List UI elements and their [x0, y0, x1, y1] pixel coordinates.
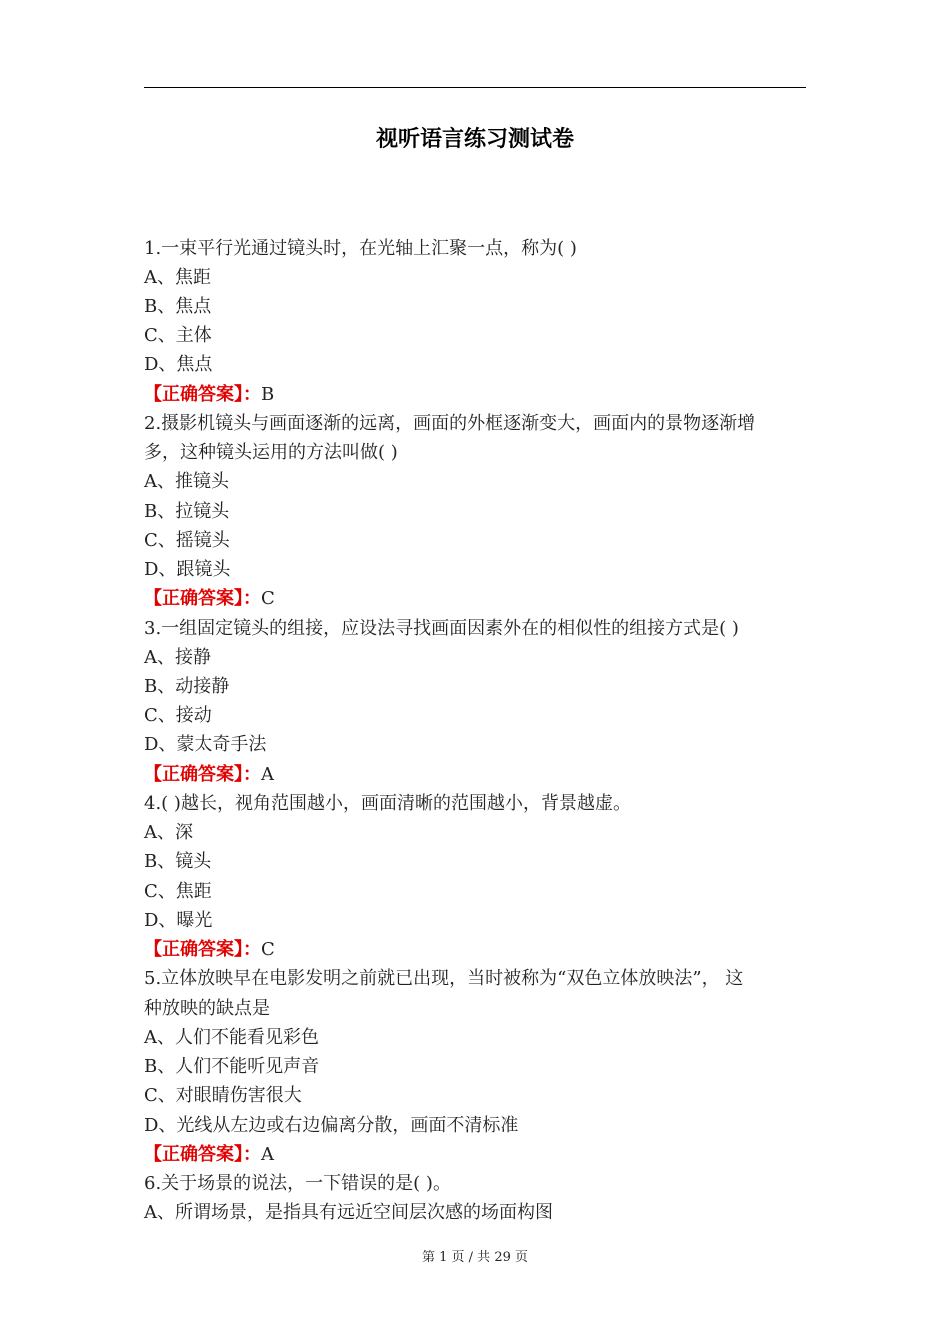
- option: A、人们不能看见彩色: [144, 1026, 319, 1048]
- option: A、所谓场景，是指具有远近空间层次感的场面构图: [144, 1202, 553, 1224]
- option: C、接动: [144, 705, 212, 727]
- answer-value: A: [261, 1143, 274, 1165]
- option: B、镜头: [144, 851, 212, 873]
- option: B、拉镜头: [144, 500, 230, 522]
- option: B、人们不能听见声音: [144, 1056, 320, 1078]
- question-item: [144, 234, 814, 409]
- option: C、焦距: [144, 880, 212, 902]
- page-title: 视听语言练习测试卷: [375, 127, 574, 152]
- question-item: [144, 409, 814, 614]
- option: A、焦距: [144, 266, 211, 288]
- question-text: 2.摄影机镜头与画面逐渐的远离，画面的外框逐渐变大，画面内的景物逐渐增: [144, 412, 756, 434]
- question-text: 5.立体放映早在电影发明之前就已出现，当时被称为“双色立体放映法”， 这: [144, 968, 744, 990]
- option: D、跟镜头: [144, 559, 231, 581]
- answer-label: 【正确答案】：: [144, 1143, 261, 1165]
- option: D、焦点: [144, 354, 213, 376]
- question-item: [144, 964, 814, 1169]
- answer-label: 【正确答案】：: [144, 588, 261, 610]
- answer-value: B: [261, 383, 275, 405]
- answer-label: 【正确答案】：: [144, 383, 261, 405]
- question-text: 3.一组固定镜头的组接，应设法寻找画面因素外在的相似性的组接方式是( ): [144, 617, 739, 639]
- correct-answer: [144, 935, 814, 964]
- option: B、动接静: [144, 676, 230, 698]
- option: D、曝光: [144, 909, 213, 931]
- question-text: 多，这种镜头运用的方法叫做( ): [144, 442, 398, 464]
- answer-label: 【正确答案】：: [144, 939, 261, 961]
- option: C、对眼睛伤害很大: [144, 1085, 302, 1107]
- option: A、接静: [144, 646, 211, 668]
- correct-answer: [144, 584, 814, 613]
- question-text: 1.一束平行光通过镜头时，在光轴上汇聚一点，称为( ): [144, 237, 577, 259]
- correct-answer: [144, 760, 814, 789]
- question-item: [144, 1169, 814, 1227]
- page-footer: 第 1 页 / 共 29 页: [422, 1250, 528, 1265]
- answer-value: A: [261, 763, 274, 785]
- question-item: [144, 789, 814, 964]
- answer-label: 【正确答案】：: [144, 763, 261, 785]
- correct-answer: [144, 380, 814, 409]
- answer-value: C: [261, 939, 275, 961]
- correct-answer: [144, 1140, 814, 1169]
- header-rule: [144, 87, 806, 88]
- option: D、蒙太奇手法: [144, 734, 267, 756]
- option: A、推镜头: [144, 471, 229, 493]
- question-item: [144, 614, 814, 789]
- question-text: 6.关于场景的说法，一下错误的是( )。: [144, 1173, 451, 1194]
- question-text: 4.( )越长，视角范围越小，画面清晰的范围越小，背景越虚。: [144, 792, 631, 814]
- answer-value: C: [261, 588, 275, 610]
- option: A、深: [144, 822, 193, 844]
- question-text: 种放映的缺点是: [144, 997, 270, 1019]
- option: C、摇镜头: [144, 529, 230, 551]
- option: B、焦点: [144, 295, 212, 317]
- option: C、主体: [144, 325, 212, 347]
- question-list: [144, 234, 814, 1228]
- option: D、光线从左边或右边偏离分散，画面不清标准: [144, 1114, 519, 1136]
